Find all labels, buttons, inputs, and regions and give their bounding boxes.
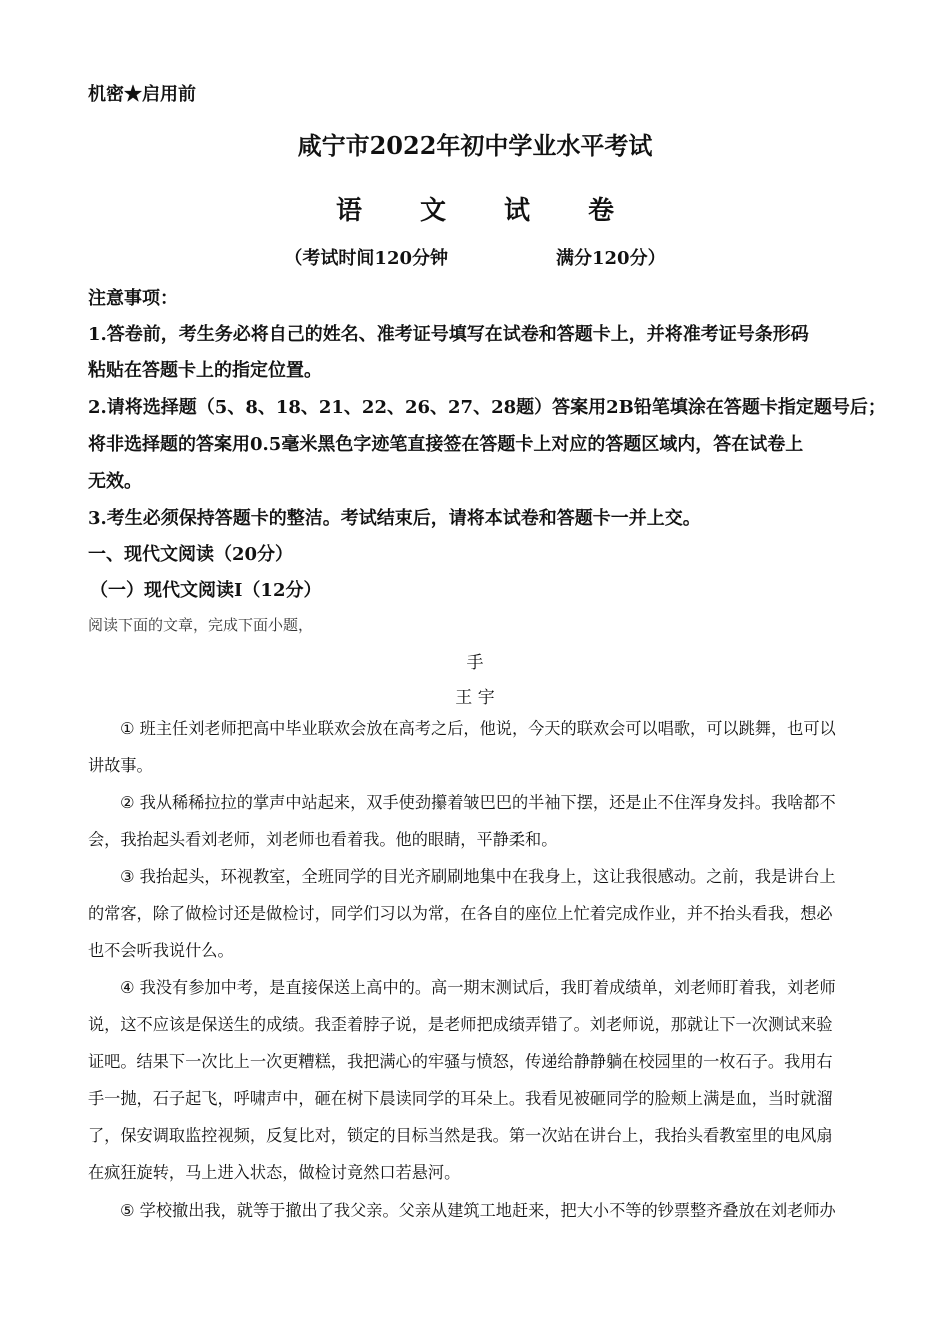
secret-label: 机密★启用前 <box>88 84 196 105</box>
note-line: 1.答卷前，考生务必将自己的姓名、准考证号填写在试卷和答题卡上，并将准考证号条形码 <box>88 324 809 345</box>
paragraph-line: 在疯狂旋转，马上进入状态，做检讨竟然口若悬河。 <box>88 1163 461 1182</box>
note-line: 3.考生必须保持答题卡的整洁。考试结束后，请将本试卷和答题卡一并上交。 <box>88 508 701 529</box>
subject-char: 卷 <box>588 196 615 226</box>
article-paragraph-5 <box>88 1192 860 1229</box>
paragraph-line: 说，这不应该是保送生的成绩。我歪着脖子说，是老师把成绩弄错了。刘老师说，那就让下一次测试来验 <box>88 1015 833 1034</box>
time-limit: （考试时间120分钟 <box>284 248 448 269</box>
article-title: 手 <box>466 653 484 673</box>
notes-heading: 注意事项： <box>88 288 178 309</box>
note-line: 将非选择题的答案用0.5毫米黑色字迹笔直接签在答题卡上对应的答题区域内，答在试卷上 <box>88 434 804 455</box>
paragraph-line: 手一抛，石子起飞，呼啸声中，砸在树下晨读同学的耳朵上。我看见被砸同学的脸颊上满是血，当时就溜 <box>88 1089 833 1108</box>
paragraph-line: ① 班主任刘老师把高中毕业联欢会放在高考之后，他说，今天的联欢会可以唱歌，可以跳舞，也可以 <box>120 719 836 738</box>
note-line: 2.请将选择题（5、8、18、21、22、26、27、28题）答案用2B铅笔填涂在答题卡指定题号后； <box>88 397 886 418</box>
note-line: 粘贴在答题卡上的指定位置。 <box>88 360 322 381</box>
paragraph-line: ③ 我抬起头，环视教室，全班同学的目光齐刷刷地集中在我身上，这让我很感动。之前，我是讲台上 <box>120 867 836 886</box>
paragraph-line: 也不会听我说什么。 <box>88 941 234 960</box>
article-paragraph-1 <box>88 710 860 784</box>
article-paragraph-2 <box>88 784 860 858</box>
article-author: 王 宇 <box>455 688 495 708</box>
subsection-title: （一）现代文阅读Ⅰ（12分） <box>90 580 322 601</box>
subject-char: 语 <box>335 196 362 226</box>
paragraph-line: 的常客，除了做检讨还是做检讨，同学们习以为常，在各自的座位上忙着完成作业，并不抬头看我，想必 <box>88 904 833 923</box>
article-paragraph-3 <box>88 858 860 969</box>
paragraph-line: 证吧。结果下一次比上一次更糟糕，我把满心的牢骚与愤怒，传递给静静躺在校园里的一枚石子。我用右 <box>88 1052 833 1071</box>
paragraph-line: ② 我从稀稀拉拉的掌声中站起来，双手使劲攥着皱巴巴的半袖下摆，还是止不住浑身发抖。我啥都不 <box>120 793 836 812</box>
section-title: 一、现代文阅读（20分） <box>88 544 294 565</box>
note-line: 无效。 <box>88 471 142 492</box>
exam-time-info <box>0 244 950 270</box>
subject-title <box>0 190 950 227</box>
article-paragraph-4 <box>88 969 860 1191</box>
full-score: 满分120分） <box>556 248 666 269</box>
reading-instruction: 阅读下面的文章，完成下面小题， <box>88 616 314 634</box>
paragraph-line: 会，我抬起头看刘老师，刘老师也看着我。他的眼睛，平静柔和。 <box>88 830 558 849</box>
paragraph-line: ④ 我没有参加中考，是直接保送上高中的。高一期末测试后，我盯着成绩单，刘老师盯着我，刘老师 <box>120 978 836 997</box>
paragraph-line: 了，保安调取监控视频，反复比对，锁定的目标当然是我。第一次站在讲台上，我抬头看教室里的电风扇 <box>88 1126 833 1145</box>
subject-char: 文 <box>419 196 446 226</box>
subject-char: 试 <box>504 196 531 226</box>
paragraph-line: ⑤ 学校撤出我，就等于撤出了我父亲。父亲从建筑工地赶来，把大小不等的钞票整齐叠放在刘老师办 <box>120 1201 836 1220</box>
exam-title: 咸宁市2022年初中学业水平考试 <box>297 131 653 160</box>
paragraph-line: 讲故事。 <box>88 756 153 775</box>
